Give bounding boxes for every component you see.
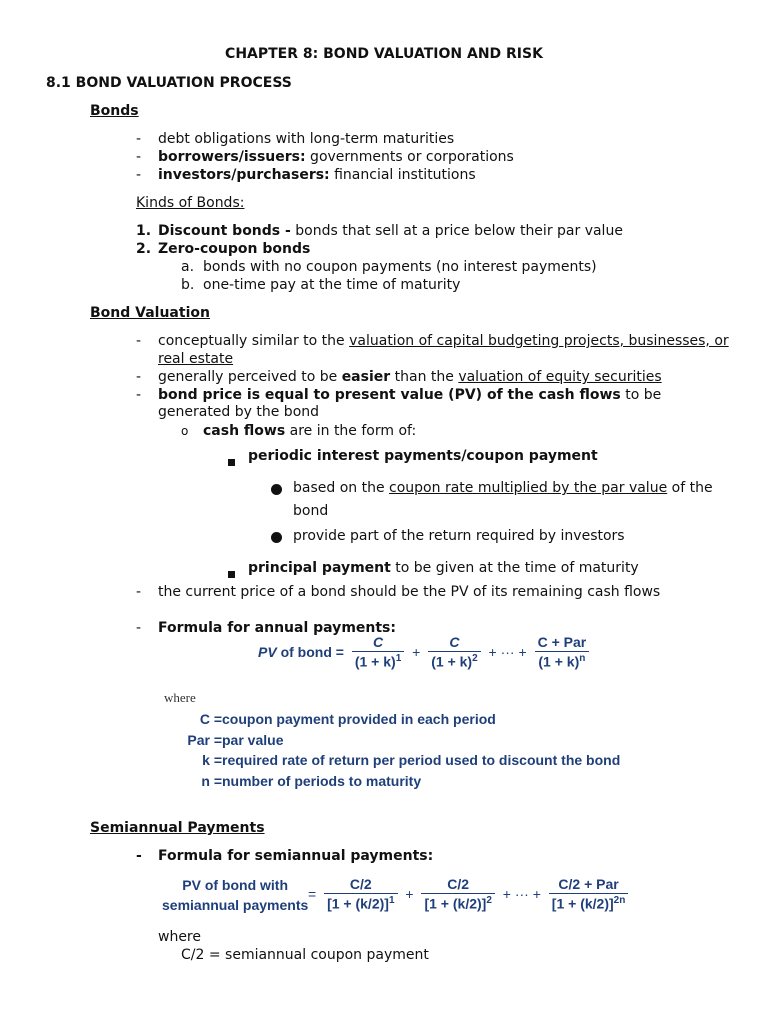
dash-marker: - xyxy=(136,387,142,403)
dash-marker: - xyxy=(136,149,142,165)
valuation-item-2-mid: than the xyxy=(390,369,459,385)
bonds-item-3 xyxy=(158,167,476,183)
page-title: CHAPTER 8: BOND VALUATION AND RISK xyxy=(225,46,543,62)
kind-2: Zero-coupon bonds xyxy=(158,241,311,257)
annual-formula-lhs: PV of bond = xyxy=(258,643,344,660)
valuation-item-3-bold: bond price is equal to present value (PV) of the cash flows xyxy=(158,387,621,403)
where-label: where xyxy=(164,690,196,705)
coupon-rate-underlined: coupon rate multiplied by the par value xyxy=(389,480,668,496)
dash-marker: - xyxy=(136,167,142,183)
annual-term-1: $\frac{C}{(1 + k)^1}$ xyxy=(352,634,404,670)
bonds-item-3-rest: financial institutions xyxy=(329,167,476,183)
definition-row: k = required rate of return per period used to discount the bond xyxy=(202,752,621,768)
bonds-item-3-bold: investors/purchasers: xyxy=(158,167,330,183)
valuation-item-1-pre: conceptually similar to the xyxy=(158,333,350,349)
principal-payment-bold: principal payment xyxy=(248,560,391,576)
kind-1 xyxy=(158,223,623,239)
dash-marker: - xyxy=(136,584,142,600)
kind-1-rest: bonds that sell at a price below their par value xyxy=(290,223,623,239)
semiannual-heading: Semiannual Payments xyxy=(90,820,265,836)
semiannual-formula-label: Formula for semiannual payments: xyxy=(158,848,434,864)
valuation-item-2-pre: generally perceived to be xyxy=(158,369,342,385)
annual-term-n: $\frac{\text{C + Par}}{(1 + k)^n}$ xyxy=(535,634,590,670)
definition-row: Par = par value xyxy=(187,731,284,748)
annual-formula-label: Formula for annual payments: xyxy=(158,620,396,636)
cash-flows-bold: cash flows xyxy=(203,423,286,439)
cash-flows-rest: are in the form of: xyxy=(285,423,417,439)
current-price-item: the current price of a bond should be the PV of its remaining cash flows xyxy=(158,584,661,600)
bonds-item-2 xyxy=(158,149,514,165)
sub-a: bonds with no coupon payments (no interest payments) xyxy=(203,259,597,275)
bonds-heading: Bonds xyxy=(90,103,139,119)
definition-row: n = number of periods to maturity xyxy=(201,772,422,789)
kinds-heading: Kinds of Bonds: xyxy=(136,195,245,211)
valuation-item-3-rest: to be xyxy=(620,387,662,403)
coupon-rate-item xyxy=(293,480,713,496)
cash-flows-item xyxy=(203,423,416,439)
principal-payment-item xyxy=(248,560,639,576)
kind-1-number: 1. xyxy=(136,223,152,239)
semiannual-term-1: $\frac{C/2}{[1 + (k/2)]^1}$ xyxy=(324,876,397,912)
annual-formula: PV of bond = $\frac{C}{(1 + k)^1}$ + $\frac{C}{(1 + k)^2}$ + ··· + $\frac{\text{C + Par}}{(1 + k)^n}$ xyxy=(256,634,591,670)
valuation-item-1-line2: real estate xyxy=(158,351,234,367)
kind-2-number: 2. xyxy=(136,241,152,257)
valuation-item-2 xyxy=(158,369,662,385)
semiannual-formula-lhs: PV of bond with semiannual payments xyxy=(162,877,309,913)
dash-marker: - xyxy=(136,848,142,864)
bonds-item-2-rest: governments or corporations xyxy=(305,149,514,165)
dash-marker: - xyxy=(136,369,142,385)
round-bullet-icon xyxy=(271,483,282,499)
bonds-item-1: debt obligations with long-term maturities xyxy=(158,131,455,147)
semiannual-term-n: $\frac{\text{C/2 + Par}}{[1 + (k/2)]^{2n}}$ xyxy=(549,876,629,912)
square-bullet-icon xyxy=(228,454,235,470)
dash-marker: - xyxy=(136,131,142,147)
return-item: provide part of the return required by investors xyxy=(293,528,625,544)
definitions-list xyxy=(186,709,646,791)
square-bullet-icon xyxy=(228,566,235,582)
sub-b-label: b. xyxy=(181,277,195,293)
valuation-item-3-line2: generated by the bond xyxy=(158,404,320,420)
semiannual-where: where xyxy=(158,929,201,945)
coupon-rate-rest: of the xyxy=(667,480,713,496)
bonds-item-2-bold: borrowers/issuers: xyxy=(158,149,306,165)
dash-marker: - xyxy=(136,620,142,636)
kind-1-bold: Discount bonds - xyxy=(158,223,291,239)
sub-b: one-time pay at the time of maturity xyxy=(203,277,461,293)
periodic-payments-item: periodic interest payments/coupon payment xyxy=(248,448,598,464)
coupon-rate-line2: bond xyxy=(293,503,329,519)
section-heading: 8.1 BOND VALUATION PROCESS xyxy=(46,75,292,91)
circle-marker: o xyxy=(181,424,189,438)
semiannual-definition: C/2 = semiannual coupon payment xyxy=(181,947,429,963)
valuation-item-3 xyxy=(158,387,661,403)
semiannual-term-2: $\frac{C/2}{[1 + (k/2)]^2}$ xyxy=(421,876,494,912)
valuation-item-2-bold: easier xyxy=(341,369,391,385)
round-bullet-icon xyxy=(271,531,282,547)
semiannual-formula: = $\frac{C/2}{[1 + (k/2)]^1}$ + $\frac{C/2}{[1 + (k/2)]^2}$ + ··· + $\frac{\text{C/2 + Par}}{[1 + (k/2)]^{2n}}$ xyxy=(306,876,630,912)
definition-row: C = coupon payment provided in each period xyxy=(199,711,496,727)
principal-payment-rest: to be given at the time of maturity xyxy=(390,560,639,576)
dash-marker: - xyxy=(136,333,142,349)
annual-term-2: $\frac{C}{(1 + k)^2}$ xyxy=(428,634,480,670)
sub-a-label: a. xyxy=(181,259,195,275)
valuation-heading: Bond Valuation xyxy=(90,305,210,321)
coupon-rate-pre: based on the xyxy=(293,480,390,496)
valuation-item-1-underlined: valuation of capital budgeting projects, businesses, or xyxy=(349,333,729,349)
valuation-item-1 xyxy=(158,333,729,349)
valuation-item-2-underlined: valuation of equity securities xyxy=(458,369,662,385)
